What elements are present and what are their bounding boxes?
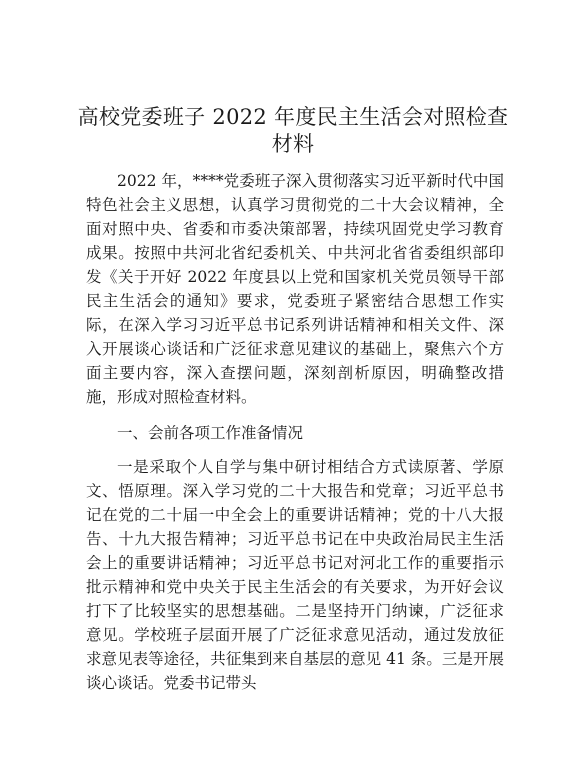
document-title: 高校党委班子 2022 年度民主生活会对照检查材料 (77, 105, 509, 156)
document-body (86, 169, 504, 695)
section-heading: 一、会前各项工作准备情况 (117, 424, 304, 442)
section-paragraph: 一是采取个人自学与集中研讨相结合方式读原著、学原文、悟原理。深入学习党的二十大报告和党章；习近平总书记在党的二十届一中全会上的重要讲话精神；党的十八大报告、十九大报告精神；习近平总书记在中央政治局民主生活会上的重要讲话精神；习近平总书记对河北工作的重要指示批示精神和党中央关于民主生活会的有关要求，为开好会议打下了比较坚实的思想基础。二是坚持开门纳谏，广泛征求意见。学校班子层面开展了广泛征求意见活动，通过发放征求意见表等途径，共征集到来自基层的意见 41 条。三是开展谈心谈话。党委书记带头 (86, 458, 504, 692)
intro-paragraph: 2022 年，****党委班子深入贯彻落实习近平新时代中国特色社会主义思想，认真学习贯彻党的二十大会议精神，全面对照中央、省委和市委决策部署，持续巩固党史学习教育成果。按照中共河北省纪委机关、中共河北省省委组织部印发《关于开好 2022 年度县以上党和国家机关党员领导干部民主生活会的通知》要求，党委班子紧密结合思想工作实际，在深入学习习近平总书记系列讲话精神和相关文件、深入开展谈心谈话和广泛征求意见建议的基础上，聚焦六个方面主要内容，深入查摆问题，深刻剖析原因，明确整改措施，形成对照检查材料。 (86, 172, 504, 406)
